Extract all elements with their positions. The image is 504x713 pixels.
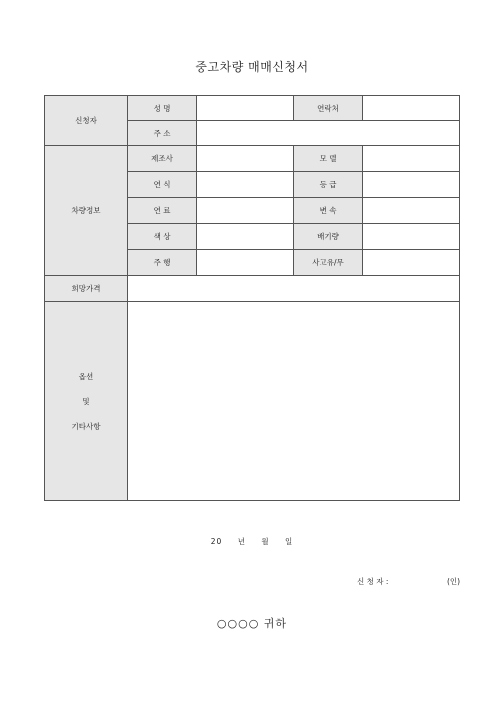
date-year-prefix: 20 <box>210 537 223 546</box>
year-label: 연 식 <box>128 172 197 198</box>
color-label: 색 상 <box>128 224 197 250</box>
vehicle-section-label: 차량정보 <box>45 146 128 276</box>
desired-price-label: 희망가격 <box>45 276 128 302</box>
manufacturer-field[interactable] <box>197 146 294 172</box>
fuel-label: 연 료 <box>128 198 197 224</box>
mileage-field[interactable] <box>197 250 294 276</box>
displacement-field[interactable] <box>363 224 460 250</box>
color-field[interactable] <box>197 224 294 250</box>
date-day-unit: 일 <box>284 537 294 546</box>
accident-history-label: 사고유/무 <box>294 250 363 276</box>
options-label-line-2: 및 <box>82 396 90 406</box>
applicant-signature-label: 신 청 자 : <box>357 577 389 586</box>
address-label: 주 소 <box>128 121 197 146</box>
displacement-label: 배기량 <box>294 224 363 250</box>
address-field[interactable] <box>197 121 460 146</box>
transmission-field[interactable] <box>363 198 460 224</box>
addressee: ○○○○ 귀하 <box>216 617 288 630</box>
date-year-unit: 년 <box>237 537 246 546</box>
applicant-section-label: 신청자 <box>45 96 128 146</box>
contact-field[interactable] <box>363 96 460 121</box>
form-title: 중고차량 매매신청서 <box>195 60 309 74</box>
model-label: 모 델 <box>294 146 363 172</box>
application-form-table <box>44 95 460 501</box>
year-field[interactable] <box>197 172 294 198</box>
grade-field[interactable] <box>363 172 460 198</box>
options-field[interactable] <box>128 302 460 501</box>
options-label <box>45 302 128 501</box>
name-label: 성 명 <box>128 96 197 121</box>
options-label-line-3: 기타사항 <box>71 421 101 431</box>
name-field[interactable] <box>197 96 294 121</box>
model-field[interactable] <box>363 146 460 172</box>
options-label-line-1: 옵션 <box>78 371 94 381</box>
seal-mark: (인) <box>447 577 461 586</box>
grade-label: 등 급 <box>294 172 363 198</box>
date-month-unit: 월 <box>261 537 270 546</box>
date-line <box>0 536 504 547</box>
contact-label: 연락처 <box>294 96 363 121</box>
desired-price-field[interactable] <box>128 276 460 302</box>
transmission-label: 변 속 <box>294 198 363 224</box>
mileage-label: 주 행 <box>128 250 197 276</box>
accident-history-field[interactable] <box>363 250 460 276</box>
manufacturer-label: 제조사 <box>128 146 197 172</box>
fuel-field[interactable] <box>197 198 294 224</box>
